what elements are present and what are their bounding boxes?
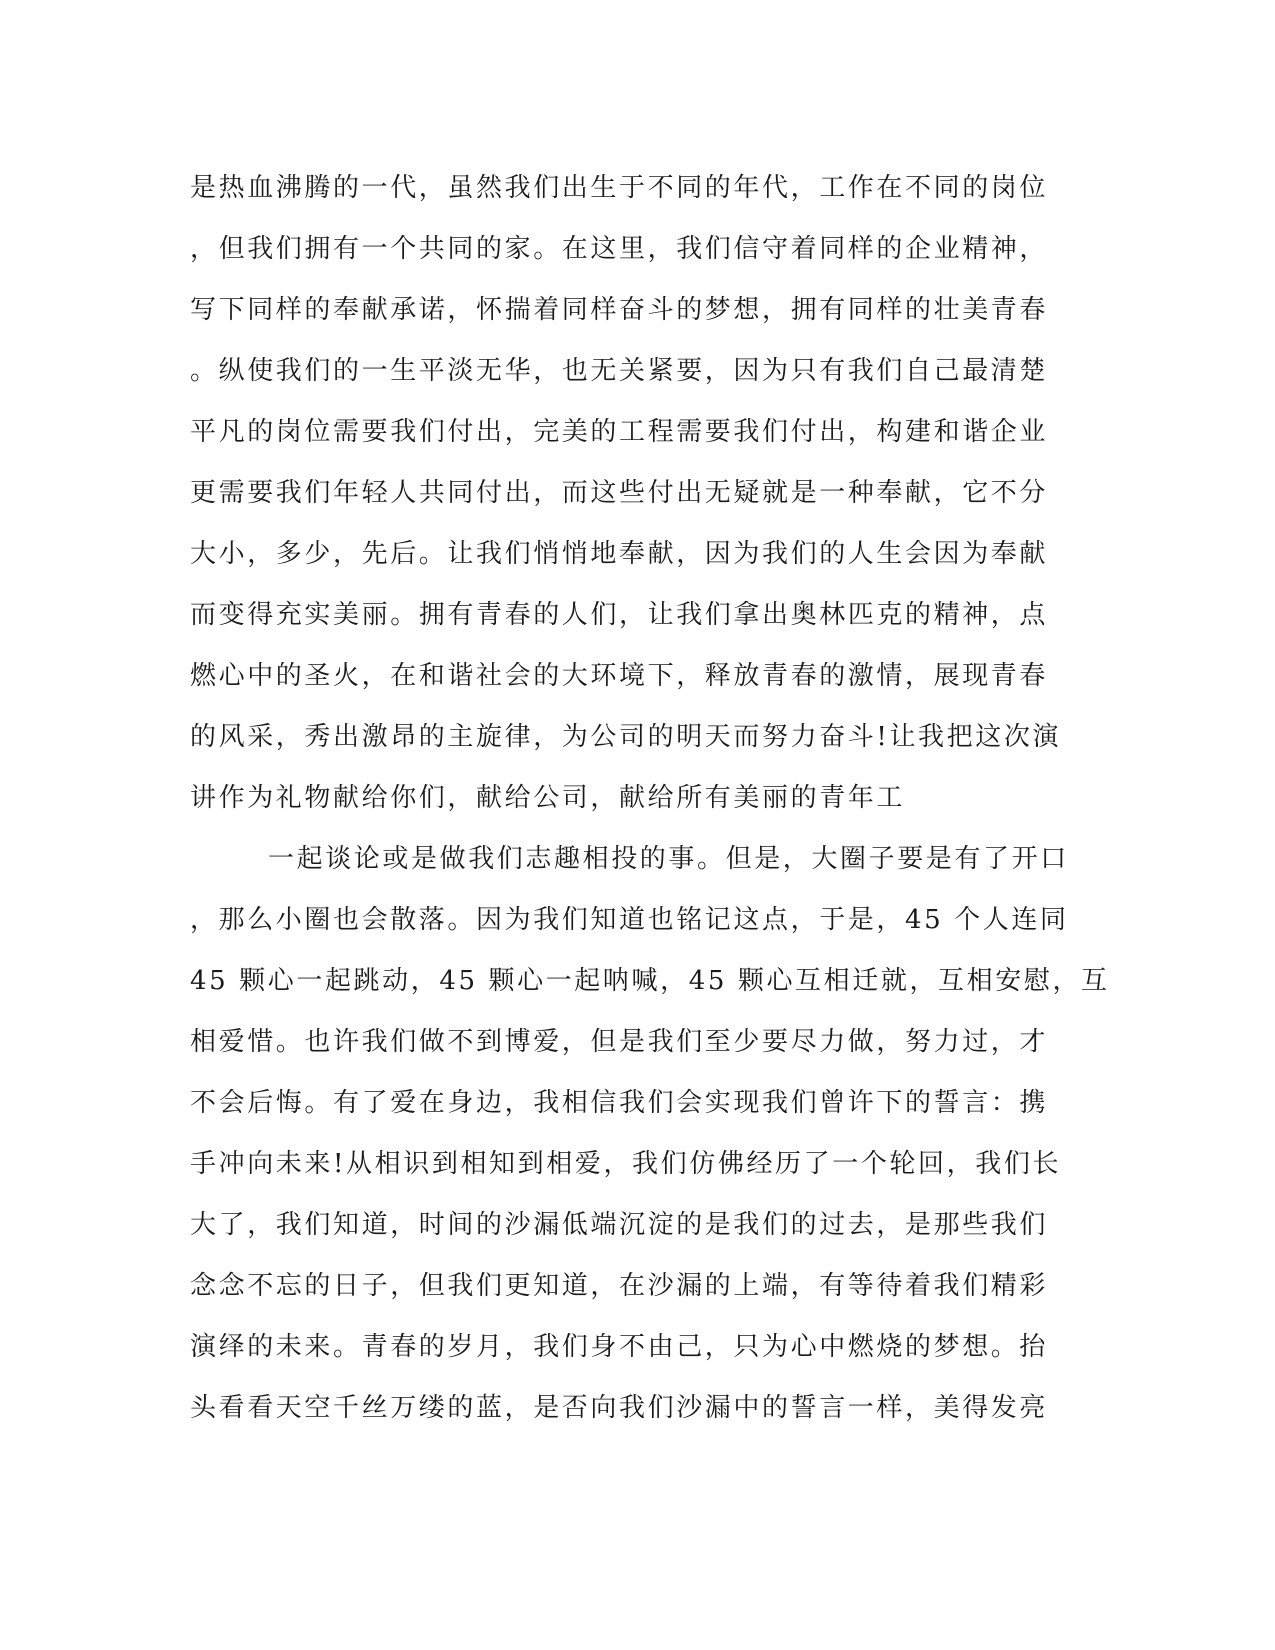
text-line: 平凡的岗位需要我们付出，完美的工程需要我们付出，构建和谐企业: [190, 417, 1049, 447]
text-line: 。纵使我们的一生平淡无华，也无关紧要，因为只有我们自己最清楚: [190, 356, 1049, 386]
text-line: 不会后悔。有了爱在身边，我相信我们会实现我们曾许下的誓言：携: [190, 1088, 1049, 1118]
text-line: 手冲向未来!从相识到相知到相爱，我们仿佛经历了一个轮回，我们长: [190, 1149, 1062, 1179]
text-line: 是热血沸腾的一代，虽然我们出生于不同的年代，工作在不同的岗位: [190, 173, 1049, 203]
paragraph-1: [190, 158, 1090, 829]
text-line: ，那么小圈也会散落。因为我们知道也铭记这点，于是，45 个人连同: [190, 905, 1069, 935]
text-line: 讲作为礼物献给你们，献给公司，献给所有美丽的青年工: [190, 783, 906, 813]
text-line: 更需要我们年轻人共同付出，而这些付出无疑就是一种奉献，它不分: [190, 478, 1049, 508]
text-line: 大了，我们知道，时间的沙漏低端沉淀的是我们的过去，是那些我们: [190, 1210, 1049, 1240]
text-line: 头看看天空千丝万缕的蓝，是否向我们沙漏中的誓言一样，美得发亮: [190, 1393, 1049, 1423]
text-line: 燃心中的圣火，在和谐社会的大环境下，释放青春的激情，展现青春: [190, 661, 1049, 691]
text-line: 45 颗心一起跳动，45 颗心一起呐喊，45 颗心互相迁就，互相安慰，互: [190, 966, 1110, 996]
text-line: 演绎的未来。青春的岁月，我们身不由己，只为心中燃烧的梦想。抬: [190, 1332, 1049, 1362]
text-line: 大小，多少，先后。让我们悄悄地奉献，因为我们的人生会因为奉献: [190, 539, 1049, 569]
text-line-indented: 一起谈论或是做我们志趣相投的事。但是，大圈子要是有了开口: [268, 844, 1069, 874]
document-body: [190, 158, 1110, 1439]
text-line: 相爱惜。也许我们做不到博爱，但是我们至少要尽力做，努力过，才: [190, 1027, 1049, 1057]
text-line: 念念不忘的日子，但我们更知道，在沙漏的上端，有等待着我们精彩: [190, 1271, 1049, 1301]
text-line: 而变得充实美丽。拥有青春的人们，让我们拿出奥林匹克的精神，点: [190, 600, 1049, 630]
text-line: 的风采，秀出激昂的主旋律，为公司的明天而努力奋斗!让我把这次演: [190, 722, 1062, 752]
text-line: 写下同样的奉献承诺，怀揣着同样奋斗的梦想，拥有同样的壮美青春: [190, 295, 1049, 325]
text-line: ，但我们拥有一个共同的家。在这里，我们信守着同样的企业精神，: [190, 234, 1049, 264]
paragraph-2: [190, 829, 1110, 1439]
